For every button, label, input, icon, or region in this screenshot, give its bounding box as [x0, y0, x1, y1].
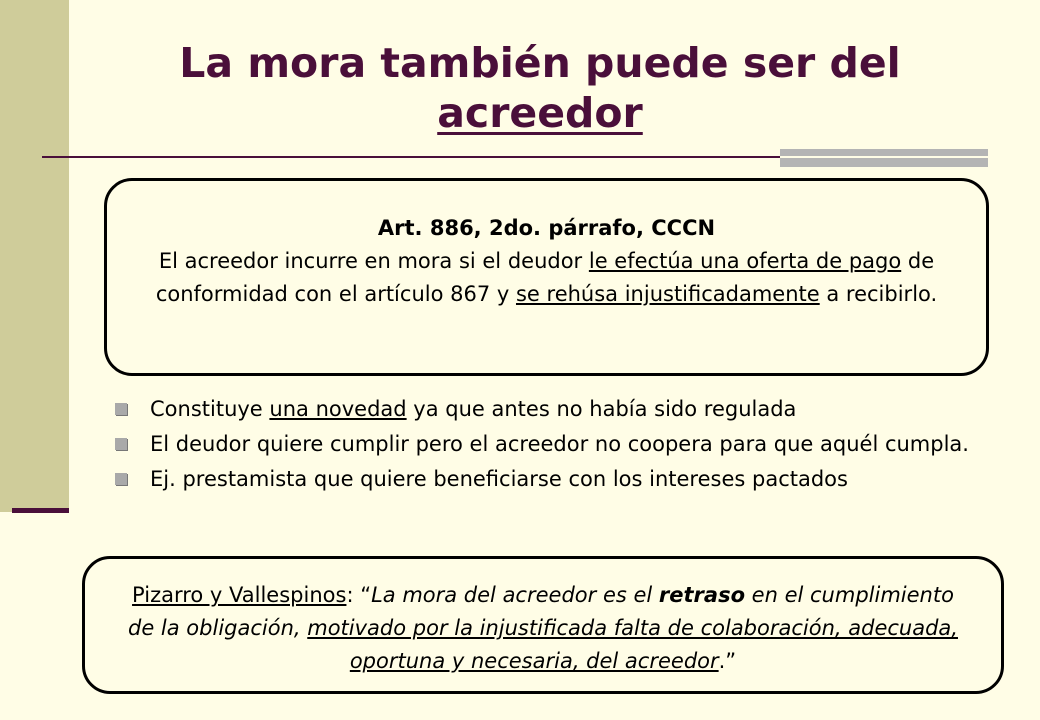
quote-author: Pizarro y Vallespinos: [132, 583, 347, 607]
quote-part-2: retraso: [658, 583, 745, 607]
article-box: [104, 178, 989, 376]
divider-accent-block: [780, 149, 988, 167]
article-heading: Art. 886, 2do. párrafo, CCCN: [377, 216, 716, 240]
article-text: [137, 245, 956, 311]
bullet-list: [115, 393, 975, 498]
quote-close: .”: [718, 649, 737, 673]
square-bullet-icon: [115, 403, 127, 415]
slide-title: [80, 38, 1000, 138]
title-line-2: acreedor: [437, 89, 643, 137]
quote-part-3: en el cumplimiento de la obligación,: [128, 583, 954, 640]
article-text-3: de conformidad con el artículo 867 y: [155, 249, 935, 306]
bullet-1-text-c: ya que antes no había sido regulada: [406, 397, 797, 421]
list-item: [115, 463, 975, 495]
bullet-1-text-a: Constituye: [150, 397, 270, 421]
quote-separator: : “: [346, 583, 372, 607]
quote-text: [125, 579, 961, 678]
quote-box: [82, 556, 1004, 694]
list-item: [115, 393, 975, 425]
article-text-1: El acreedor incurre en mora si el deudor: [158, 249, 589, 273]
title-line-1: La mora también puede ser del: [179, 39, 901, 87]
article-text-5: a recibirlo.: [819, 282, 938, 306]
sidebar-bar: [0, 0, 69, 512]
sidebar-accent: [12, 508, 69, 513]
bullet-1-text-b: una novedad: [269, 397, 407, 421]
bullet-3-text: Ej. prestamista que quiere beneficiarse con los intereses pactados: [150, 467, 848, 491]
article-text-2: le efectúa una oferta de pago: [588, 249, 902, 273]
bullet-2-text: El deudor quiere cumplir pero el acreedor no coopera para que aquél cumpla.: [150, 432, 969, 456]
quote-part-1: La mora del acreedor es el: [371, 583, 659, 607]
list-item: [115, 428, 975, 460]
article-text-4: se rehúsa injustificadamente: [515, 282, 820, 306]
square-bullet-icon: [115, 473, 127, 485]
quote-part-4: motivado por la injustificada falta de colaboración, adecuada, oportuna y necesaria, del acreedor: [307, 616, 958, 673]
square-bullet-icon: [115, 438, 127, 450]
